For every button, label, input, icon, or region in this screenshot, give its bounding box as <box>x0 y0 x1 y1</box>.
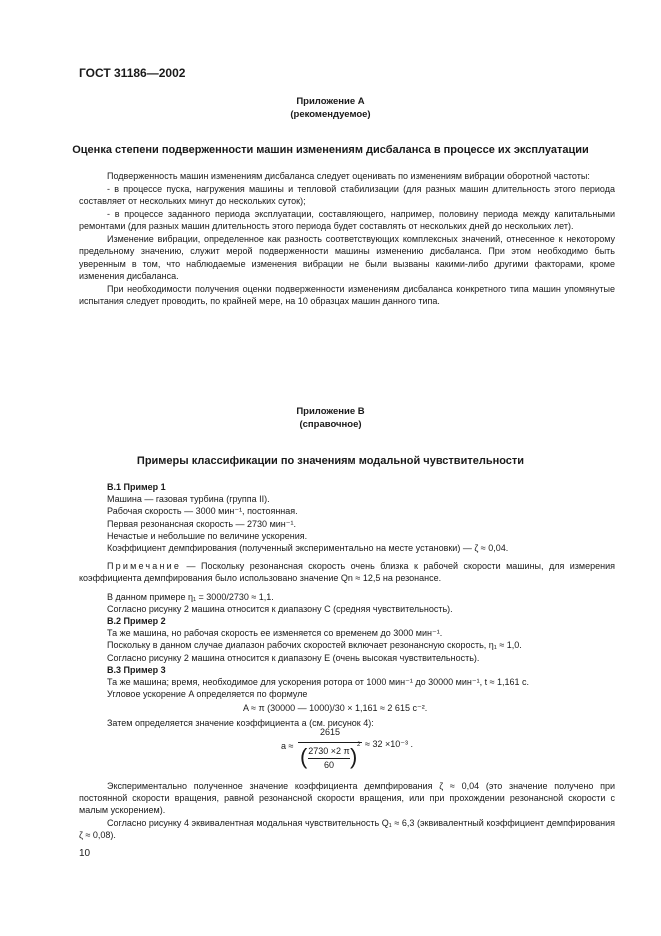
example-line: Согласно рисунку 2 машина относится к диапазону Е (очень высокая чувствительность). <box>107 652 480 663</box>
formula-angular-acceleration: A ≈ π (30000 — 1000)/30 × 1,161 ≈ 2 615 с⁻². <box>243 703 428 713</box>
list-item: - в процессе заданного периода эксплуатации, составляющего, например, половину периода между капитальными ремонтами (для разных машин длительность этого периода будет составлять от нескольких дней до нескольких лет). <box>79 208 615 231</box>
paragraph: Экспериментально полученное значение коэффициента демпфирования ζ ≈ 0,04 (это значение получено при постоянной скорости вращения, равной резонансной скорости вращения, или при прохождении резонансной скорости с малым ускорением). <box>79 781 615 816</box>
note-text: — Поскольку резонансная скорость очень близка к рабочей скорости машины, для измерения коэффициента демпфирования было использовано значение Qn ≈ 12,5 на резонансе. <box>79 561 615 584</box>
example-3-heading: В.3 Пример 3 <box>107 664 166 675</box>
example-2-heading: В.2 Пример 2 <box>107 616 166 627</box>
examples-block <box>79 481 615 700</box>
formula-intro: Затем определяется значение коэффициента a (см. рисунок 4): <box>107 718 374 728</box>
fraction-bar <box>298 742 362 743</box>
page-number: 10 <box>79 848 91 859</box>
denominator-inner: 2730 ×2 π <box>308 746 350 756</box>
example-line: Коэффициент демпфирования (полученный экспериментально на месте установки) — ζ ≈ 0,04. <box>107 543 509 554</box>
list-item: - в процессе пуска, нагружения машины и тепловой стабилизации (для разных машин длительность этого периода составляет от нескольких минут до нескольких суток); <box>79 183 615 206</box>
paragraph: Изменение вибрации, определенное как разность соответствующих комплексных значений, отнесенное к некоторому предельному значению, служит мерой подверженности машины изменению дисбаланса. При этом необходимо быть уверенным в том, что наблюдаемые изменения вибрации не были вызваны какими-либо другими факторами, кроме изменения дисбаланса. <box>79 233 615 281</box>
paragraph: Согласно рисунку 4 эквивалентная модальная чувствительность Q₁ ≈ 6,3 (эквивалентный коэффициент демпфирования ζ ≈ 0,08). <box>79 817 615 840</box>
example-line: Рабочая скорость — 3000 мин⁻¹, постоянная. <box>107 506 298 517</box>
denominator-sub: 60 <box>323 760 334 770</box>
formula-a-rhs: ≈ 32 ×10⁻³ . <box>365 739 413 749</box>
inner-fraction-bar <box>308 758 350 759</box>
example-line: Нечастые и небольшие по величине ускорения. <box>107 530 308 541</box>
example-line: Угловое ускорение A определяется по формуле <box>107 689 308 700</box>
exponent: 2 <box>357 742 361 748</box>
example-line: Машина — газовая турбина (группа II). <box>107 494 270 505</box>
formula-a-lhs: a ≈ <box>281 741 294 751</box>
final-paragraphs <box>79 780 615 841</box>
example-line: Та же машина, но рабочая скорость ее изменяется со временем до 3000 мин⁻¹. <box>107 628 443 639</box>
paren-left: ( <box>300 744 308 769</box>
paren-right: ) <box>350 744 358 769</box>
formula-a-numerator: 2615 <box>319 727 341 737</box>
appendix-a-label: Приложение А <box>296 96 365 107</box>
note <box>79 560 615 584</box>
example-line: Согласно рисунку 2 машина относится к диапазону С (средняя чувствительность). <box>107 603 453 614</box>
appendix-b-title: Примеры классификации по значениям модальной чувствительности <box>136 455 525 467</box>
paragraph: Подверженность машин изменениям дисбаланса следует оценивать по изменениям вибрации оборотной частоты: <box>107 171 590 181</box>
example-line: В данном примере η₁ = 3000/2730 ≈ 1,1. <box>107 591 274 602</box>
example-1-heading: В.1 Пример 1 <box>107 482 166 492</box>
example-line: Поскольку в данном случае диапазон рабочих скоростей включает резонансную скорость, η₁ ≈ 1,0. <box>107 640 522 651</box>
appendix-b-status: (справочное) <box>299 419 362 430</box>
appendix-a-status: (рекомендуемое) <box>290 109 371 120</box>
formula-a-denominator <box>300 742 361 772</box>
standard-header: ГОСТ 31186—2002 <box>79 66 186 80</box>
example-line: Первая резонансная скорость — 2730 мин⁻¹. <box>107 518 296 529</box>
note-label: Примечание <box>107 561 182 572</box>
example-line: Та же машина; время, необходимое для ускорения ротора от 1000 мин⁻¹ до 30000 мин⁻¹, t ≈ 1,161 с. <box>107 677 530 688</box>
appendix-a-body <box>79 170 615 308</box>
paragraph: При необходимости получения оценки подверженности изменениям дисбаланса конкретного типа машин упомянутые испытания следует проводить, по крайней мере, на 10 образцах машин данного типа. <box>79 283 615 306</box>
appendix-a-title: Оценка степени подверженности машин изменениям дисбаланса в процессе их эксплуатации <box>72 144 589 156</box>
appendix-b-label: Приложение В <box>296 406 365 417</box>
